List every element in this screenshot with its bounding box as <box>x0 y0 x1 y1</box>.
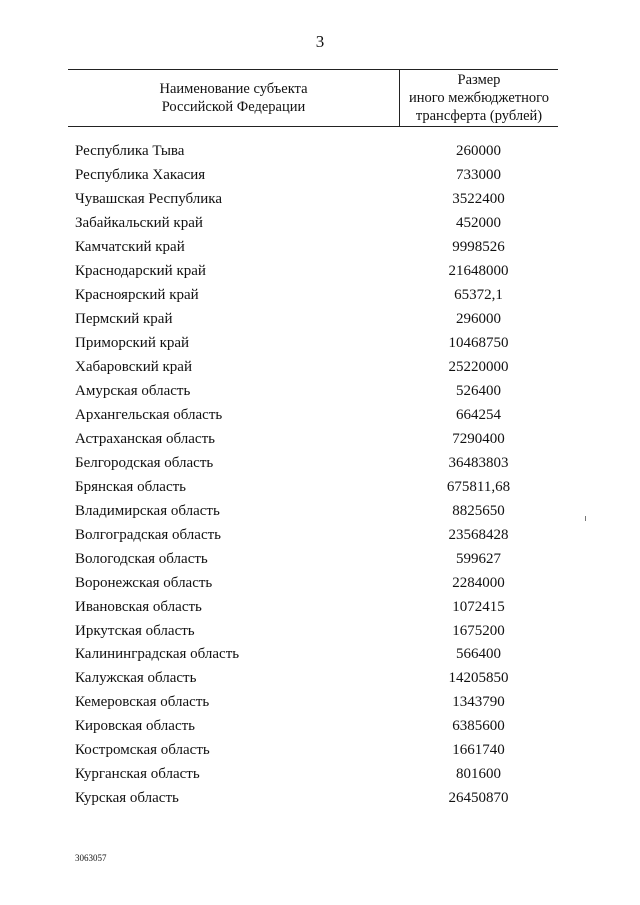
subject-name: Вологодская область <box>75 550 208 567</box>
table-row <box>75 236 558 260</box>
table-row <box>75 164 558 188</box>
subject-name: Забайкальский край <box>75 215 203 232</box>
subject-name: Калининградская область <box>75 646 240 663</box>
transfer-amount: 26450870 <box>448 790 509 807</box>
subject-name: Чувашская Республика <box>75 191 223 208</box>
table-row <box>75 763 558 787</box>
transfer-amount: 25220000 <box>448 359 509 376</box>
subject-name: Краснодарский край <box>75 263 206 280</box>
table-row <box>75 595 558 619</box>
table-row <box>75 380 558 404</box>
subject-name: Хабаровский край <box>75 359 192 376</box>
transfer-amount: 675811,68 <box>446 478 511 495</box>
subject-name: Красноярский край <box>75 287 199 304</box>
subject-name: Брянская область <box>75 478 187 495</box>
table-row <box>75 787 558 811</box>
transfer-amount: 801600 <box>456 766 501 783</box>
subject-name: Курганская область <box>75 766 200 783</box>
table-row <box>75 308 558 332</box>
table-row <box>75 619 558 643</box>
table-row <box>75 188 558 212</box>
subject-name: Владимирская область <box>75 502 220 519</box>
table-row <box>75 140 558 164</box>
table-row <box>75 427 558 451</box>
transfer-amount: 1661740 <box>452 742 505 759</box>
subject-name: Иркутская область <box>75 622 195 639</box>
table-row <box>75 284 558 308</box>
page-number: 3 <box>315 32 325 51</box>
transfer-amount: 3522400 <box>452 191 505 208</box>
transfer-amount: 2284000 <box>452 574 505 591</box>
transfer-amount: 10468750 <box>448 335 509 352</box>
table-row <box>75 356 558 380</box>
table-row <box>75 643 558 667</box>
transfer-amount: 65372,1 <box>454 287 503 304</box>
table-row <box>75 451 558 475</box>
transfer-amount: 260000 <box>456 143 501 160</box>
transfer-amount: 1072415 <box>452 598 505 615</box>
subject-name: Калужская область <box>75 670 197 687</box>
transfer-amount: 14205850 <box>448 670 509 687</box>
document-code: 3063057 <box>75 853 107 863</box>
table-row <box>75 212 558 236</box>
table-row <box>75 547 558 571</box>
transfer-amount: 526400 <box>456 383 501 399</box>
subject-name: Архангельская область <box>75 406 223 423</box>
scan-mark <box>585 516 586 521</box>
transfer-amount: 9998526 <box>452 239 505 256</box>
transfer-amount: 8825650 <box>452 502 505 519</box>
subject-name: Белгородская область <box>75 454 214 471</box>
subject-name: Воронежская область <box>75 574 213 591</box>
header-transfer-amount: Размер иного межбюджетного трансферта (рублей) <box>409 72 549 124</box>
subject-name: Астраханская область <box>75 430 215 447</box>
subject-name: Курская область <box>75 790 179 807</box>
subject-name: Ивановская область <box>75 598 202 615</box>
transfer-amount: 7290400 <box>452 430 505 447</box>
transfer-amount: 21648000 <box>448 263 509 280</box>
header-subject-name: Наименование субъекта Российской Федерации <box>68 70 400 126</box>
subject-name: Кемеровская область <box>75 694 210 711</box>
subject-name: Кировская область <box>75 718 196 735</box>
transfer-amount: 6385600 <box>452 718 505 735</box>
table-row <box>75 475 558 499</box>
table-row <box>75 403 558 427</box>
subject-name: Волгоградская область <box>75 526 221 543</box>
subject-name: Приморский край <box>75 335 190 352</box>
subject-name: Республика Хакасия <box>75 167 206 184</box>
table-row <box>75 739 558 763</box>
table-row <box>75 260 558 284</box>
transfer-amount: 23568428 <box>448 526 509 543</box>
transfer-amount: 599627 <box>456 550 501 567</box>
subject-name: Республика Тыва <box>75 143 185 160</box>
transfer-amount: 36483803 <box>448 454 509 471</box>
table-header <box>68 69 558 127</box>
transfer-amount: 452000 <box>456 215 501 232</box>
transfer-amount: 664254 <box>456 406 501 423</box>
transfer-amount: 733000 <box>456 167 501 184</box>
subject-name: Амурская область <box>75 383 191 399</box>
table-row <box>75 332 558 356</box>
table-row <box>75 667 558 691</box>
subject-name: Костромская область <box>75 742 210 759</box>
table-row <box>75 715 558 739</box>
table-row <box>75 571 558 595</box>
table-row <box>75 499 558 523</box>
table-body <box>75 140 558 811</box>
transfer-amount: 296000 <box>456 311 501 328</box>
transfer-amount: 1675200 <box>452 622 505 639</box>
subject-name: Камчатский край <box>75 239 185 256</box>
table-row <box>75 523 558 547</box>
transfer-amount: 1343790 <box>452 694 505 711</box>
subject-name: Пермский край <box>75 311 173 328</box>
transfer-amount: 566400 <box>456 646 501 663</box>
table-row <box>75 691 558 715</box>
